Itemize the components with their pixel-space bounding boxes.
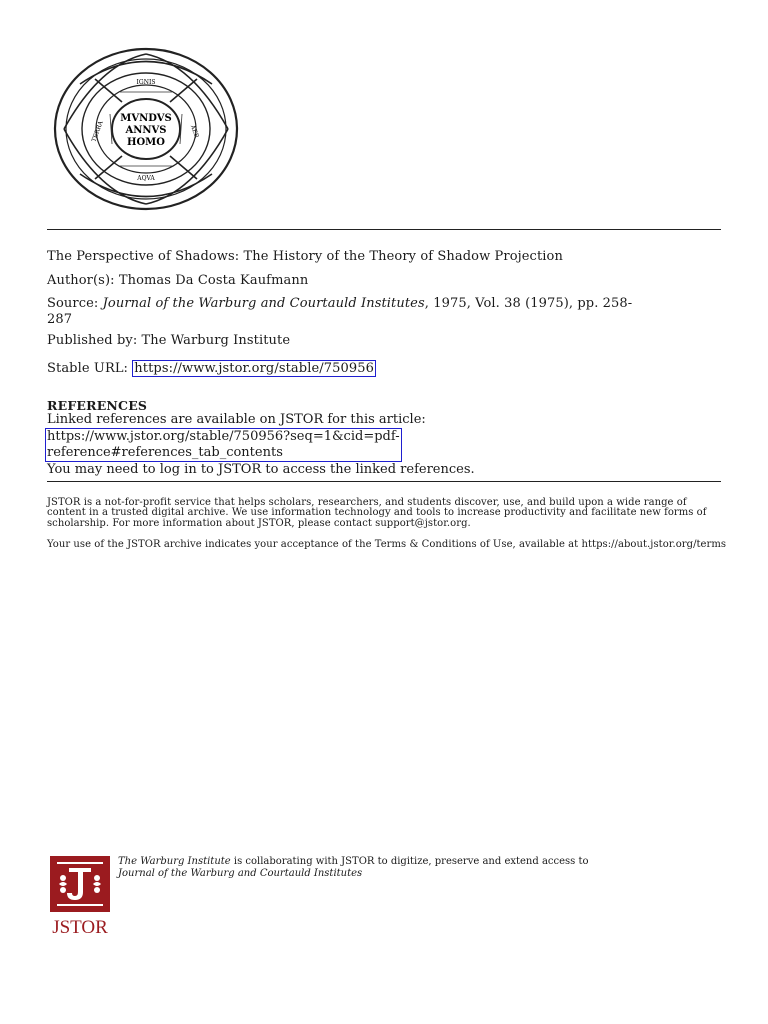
- top-divider: [47, 229, 721, 230]
- publisher-label: Published by:: [47, 333, 138, 348]
- collab-journal: Journal of the Warburg and Courtauld Institutes: [118, 867, 363, 879]
- article-source: [47, 296, 727, 328]
- mundus-annus-homo-emblem: [50, 44, 242, 214]
- jstor-logo: [47, 856, 113, 936]
- source-details: , 1975, Vol. 38 (1975), pp. 258-: [424, 296, 633, 311]
- source-pages-continued: 287: [47, 312, 73, 327]
- article-title: The Perspective of Shadows: The History of the Theory of Shadow Projection: [47, 249, 563, 264]
- stable-url-label: Stable URL:: [47, 361, 129, 376]
- emblem-ring-right: AER: [188, 124, 200, 139]
- emblem-center-line-3: HOMO: [127, 137, 165, 148]
- emblem-center-line-2: ANNVS: [125, 125, 167, 136]
- references-link-line-1: https://www.jstor.org/stable/750956?seq=1&cid=pdf-: [47, 429, 400, 444]
- source-label: Source:: [47, 296, 99, 311]
- article-authors: [47, 273, 727, 289]
- references-link[interactable]: [45, 428, 402, 462]
- references-link-line-2: reference#references_tab_contents: [47, 445, 283, 460]
- references-heading: REFERENCES: [47, 398, 148, 413]
- article-publisher: [47, 333, 727, 349]
- jstor-wordmark: JSTOR: [52, 917, 108, 936]
- collaboration-notice: [118, 856, 718, 879]
- source-journal: Journal of the Warburg and Courtauld Institutes: [102, 296, 425, 311]
- middle-divider: [47, 481, 721, 482]
- references-section: [47, 412, 587, 478]
- references-intro: Linked references are available on JSTOR for this article:: [47, 412, 426, 427]
- emblem-ring-left: TERRA: [90, 120, 105, 143]
- jstor-nonprofit-notice: JSTOR is a not-for-profit service that helps scholars, researchers, and students discover, use, and build upon a wide range of content in a trusted digital archive. We use information technology and tools to increase productivity and facilitate new forms of scholarship. For more information about JSTOR, please contact support@jstor.org.: [47, 497, 707, 529]
- stable-url-link[interactable]: https://www.jstor.org/stable/750956: [134, 361, 374, 376]
- collab-text: is collaborating with JSTOR to digitize, preserve and extend access to: [230, 856, 589, 867]
- authors-label: Author(s):: [47, 273, 115, 288]
- publisher-value: The Warburg Institute: [141, 333, 291, 348]
- emblem-ring-top: IGNIS: [136, 79, 156, 86]
- references-login-note: You may need to log in to JSTOR to access the linked references.: [47, 462, 475, 477]
- emblem-center-line-1: MVNDVS: [120, 113, 172, 124]
- terms-notice: Your use of the JSTOR archive indicates your acceptance of the Terms & Conditions of Use, available at https://about.jstor.org/terms: [47, 539, 727, 550]
- authors-value: Thomas Da Costa Kaufmann: [118, 273, 309, 288]
- article-stable-url: [47, 361, 727, 377]
- emblem-ring-bottom: AQVA: [137, 175, 155, 182]
- collab-institution: The Warburg Institute: [118, 856, 231, 867]
